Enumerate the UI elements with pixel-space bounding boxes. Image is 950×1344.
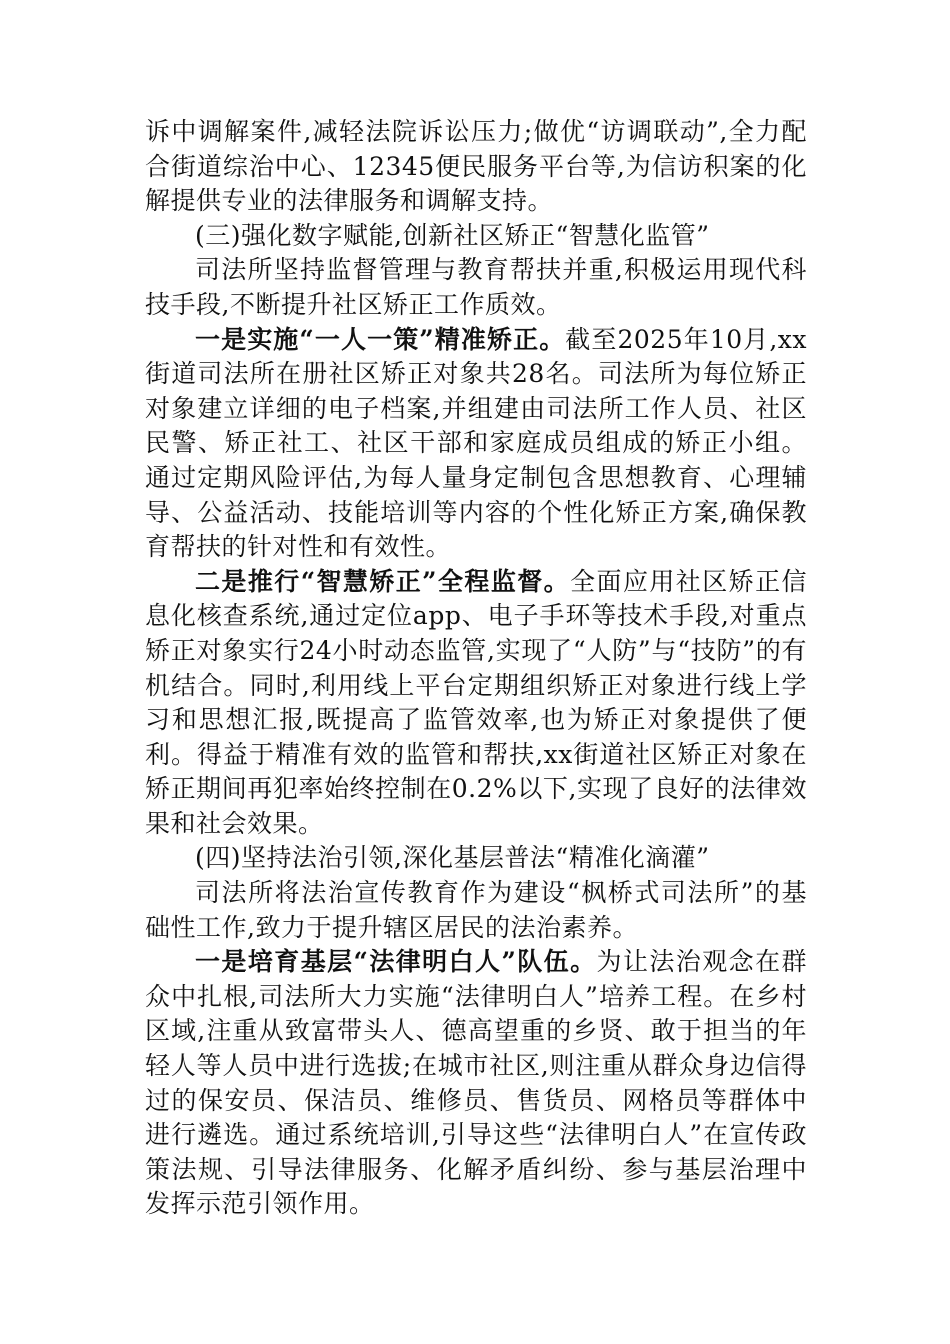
paragraph-body: 全面应用社区矫正信息化核查系统,通过定位app、电子手环等技术手段,对重点矫正对象实行24小时动态监管,实现了“人防”与“技防”的有机结合。同时,利用线上平台定期组织矫正对象进行线上学习和思想汇报,既提高了监管效率,也为矫正对象提供了便利。得益于精准有效的监管和帮扶,xx街道社区矫正对象在矫正期间再犯率始终控制在0.2%以下,实现了良好的法律效果和社会效果。 [145,566,807,838]
paragraph-lead: 二是推行“智慧矫正”全程监督。 [195,566,571,596]
paragraph-body: 截至2025年10月,xx街道司法所在册社区矫正对象共28名。司法所为每位矫正对象建立详细的电子档案,并组建由司法所工作人员、社区民警、矫正社工、社区干部和家庭成员组成的矫正小组。通过定期风险评估,为每人量身定制包含思想教育、心理辅导、公益活动、技能培训等内容的个性化矫正方案,确保教育帮扶的针对性和有效性。 [145,324,807,562]
paragraph-lead: 一是培育基层“法律明白人”队伍。 [195,947,597,977]
paragraph-continuation: 诉中调解案件,减轻法院诉讼压力;做优“访调联动”,全力配合街道综治中心、12345便民服务平台等,为信访积案的化解提供专业的法律服务和调解支持。 [145,117,807,216]
paragraph-intro-4: 司法所将法治宣传教育作为建设“枫桥式司法所”的基础性工作,致力于提升辖区居民的法治素养。 [145,878,807,942]
paragraph-item-3 [145,945,807,1222]
paragraph-item-1 [145,323,807,565]
paragraph-lead: 一是实施“一人一策”精准矫正。 [195,324,566,354]
paragraph-body: 为让法治观念在群众中扎根,司法所大力实施“法律明白人”培养工程。在乡村区域,注重从致富带头人、德高望重的乡贤、敢于担当的年轻人等人员中进行选拔;在城市社区,则注重从群众身边信得过的保安员、保洁员、维修员、售货员、网格员等群体中进行遴选。通过系统培训,引导这些“法律明白人”在宣传政策法规、引导法律服务、化解矛盾纠纷、参与基层治理中发挥示范引领作用。 [145,947,807,1219]
paragraph-intro-3: 司法所坚持监督管理与教育帮扶并重,积极运用现代科技手段,不断提升社区矫正工作质效。 [145,255,807,319]
paragraph-item-2 [145,565,807,842]
document-page [145,115,807,1222]
section-heading-3: (三)强化数字赋能,创新社区矫正“智慧化监管” [195,220,710,250]
section-heading-4: (四)坚持法治引领,深化基层普法“精准化滴灌” [195,843,710,873]
